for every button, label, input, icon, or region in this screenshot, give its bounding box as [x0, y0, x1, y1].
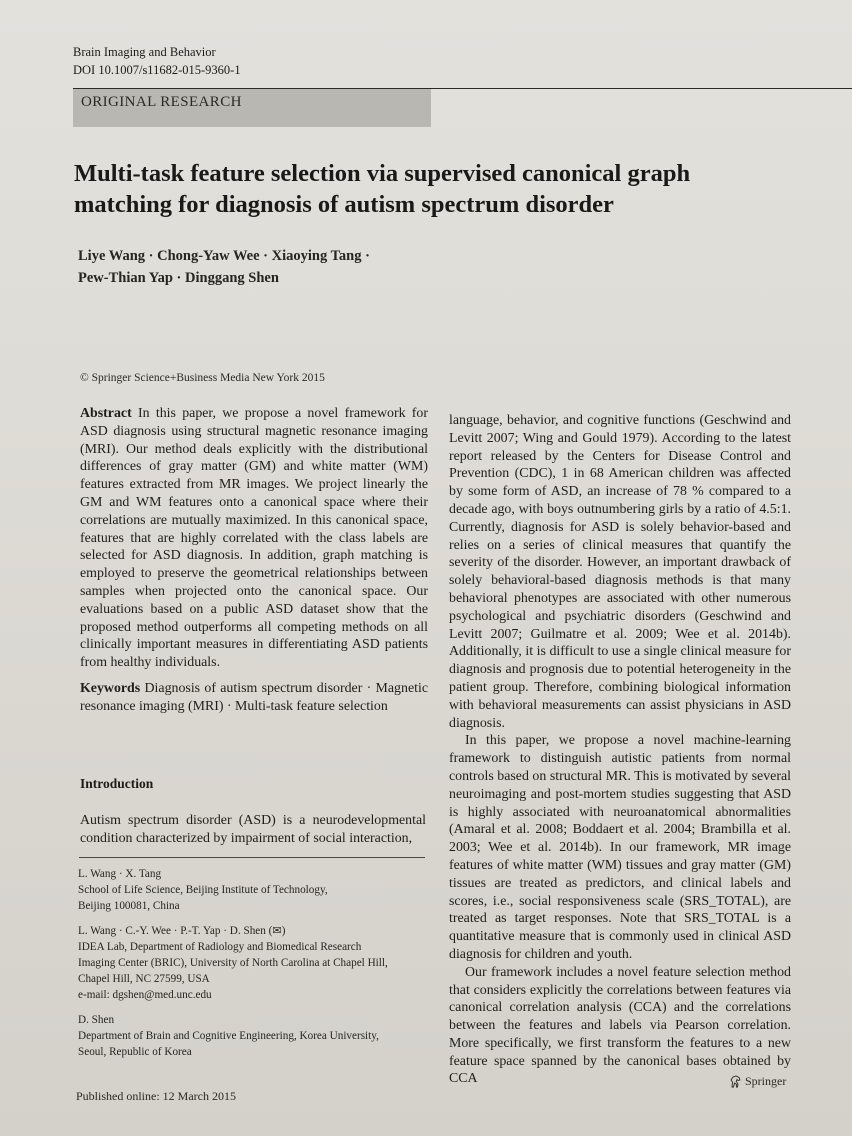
body-paragraph-1: language, behavior, and cognitive functions (Geschwind and Levitt 2007; Wing and Gould 1979). According to the latest report released by the Centers for Disease Control and Prevention (CDC), 1 in 68 American children was affected by some form of ASD, an increase of 78 % compared to a decade ago, with boys outnumbering girls by a ratio of 4.5:1. Currently, diagnosis for ASD is solely behavior-based and relies on a series of clinical measures that quantify the severity of the disorder. However, an important drawback of solely behavioral-based diagnosis methods is that many behavioral phenotypes are associated with other numerous psychological and psychiatric disorders (Geschwind and Levitt 2007; Guilmatre et al. 2009; Wee et al. 2014b). Additionally, it is difficult to use a single clinical measure for diagnosis and prognosis due to potential heterogeneity in the patient group. Therefore, combining biological information with behavioral measurements can assist physicians in ASD diagnosis. [449, 413, 791, 731]
doi[interactable]: DOI 10.1007/s11682-015-9360-1 [73, 63, 241, 77]
paper-title [74, 158, 774, 220]
affiliation-line: Chapel Hill, NC 27599, USA [78, 973, 210, 985]
affiliation-line: Department of Brain and Cognitive Engineering, Korea University, [78, 1030, 379, 1042]
abstract-label: Abstract [80, 406, 132, 421]
abstract-text: In this paper, we propose a novel framework for ASD diagnosis using structural magnetic resonance imaging (MRI). Our method deals explicitly with the distributional differences of gray matter (GM) and white matter (WM) features extracted from MR images. We project linearly the GM and WM features onto a canonical space where their correlations are mutually maximized. In this canonical space, features that are highly correlated with the class labels are selected for ASD diagnosis. In addition, graph matching is employed to preserve the geometrical relationships between samples when projected onto the canonical space. Our evaluations based on a public ASD dataset show that the proposed method outperforms all competing methods on all clinically important measures in differentiating ASD patients from healthy individuals. [80, 406, 428, 671]
affiliation-2 [78, 923, 428, 1003]
affiliation-1 [78, 866, 428, 914]
affiliation-names: L. Wang · C.-Y. Wee · P.-T. Yap · D. Shen (✉) [78, 925, 286, 937]
authors [78, 245, 498, 289]
affiliations [78, 866, 428, 1069]
affiliation-line: IDEA Lab, Department of Radiology and Biomedical Research [78, 941, 362, 953]
keywords-text: Diagnosis of autism spectrum disorder · Magnetic resonance imaging (MRI) · Multi-task feature selection [80, 681, 428, 714]
springer-horse-icon [729, 1075, 742, 1088]
affiliation-line: Beijing 100081, China [78, 900, 180, 912]
publisher-logo [729, 1074, 786, 1089]
keywords-label: Keywords [80, 681, 141, 696]
affiliation-names: D. Shen [78, 1014, 115, 1026]
affiliation-3 [78, 1012, 428, 1060]
authors-line-1: Liye Wang · Chong-Yaw Wee · Xiaoying Tang · [78, 248, 370, 264]
footnote-rule [79, 857, 425, 858]
affiliation-line: School of Life Science, Beijing Institute of Technology, [78, 884, 328, 896]
body-paragraph-2: In this paper, we propose a novel machine-learning framework to distinguish autistic patients from normal controls based on structural MR. This is motivated by several neuroimaging and post-mortem studies suggesting that ASD is highly associated with neuroanatomical abnormalities (Amaral et al. 2008; Boddaert et al. 2004; Brambilla et al. 2003; Wee et al. 2014b). In our framework, MR image features of white matter (WM) tissues and gray matter (GM) tissues are treated as predictors, and clinical labels and scores, i.e., social responsiveness scale (SRS_TOTAL), are treated as target responses. Note that SRS_TOTAL is a quantitative measure that is commonly used in clinical ASD diagnosis for children and youth. [449, 733, 791, 962]
copyright-notice: © Springer Science+Business Media New York 2015 [80, 372, 325, 384]
introduction-text: Autism spectrum disorder (ASD) is a neurodevelopmental condition characterized by impairment of social interaction, [80, 813, 426, 846]
introduction-heading: Introduction [80, 776, 154, 791]
affiliation-line: Imaging Center (BRIC), University of North Carolina at Chapel Hill, [78, 957, 388, 969]
publisher-name: Springer [745, 1074, 787, 1088]
email-link[interactable]: e-mail: dgshen@med.unc.edu [78, 989, 212, 1001]
right-column-body [449, 412, 791, 1088]
abstract [80, 405, 428, 672]
authors-line-2: Pew-Thian Yap · Dinggang Shen [78, 270, 279, 286]
affiliation-names: L. Wang · X. Tang [78, 868, 162, 880]
section-label: ORIGINAL RESEARCH [81, 94, 242, 110]
title-line-1: Multi-task feature selection via supervised canonical graph [74, 160, 691, 187]
journal-name: Brain Imaging and Behavior [73, 45, 216, 59]
title-line-2: matching for diagnosis of autism spectrum disorder [74, 191, 614, 218]
keywords [80, 680, 428, 716]
body-paragraph-3: Our framework includes a novel feature selection method that considers explicitly the correlations between features via canonical correlation analysis (CCA) and the correlations between the features and labels via Pearson correlation. More specifically, we first transform the features to a new feature space spanned by the canonical bases obtained by CCA [449, 964, 791, 1087]
affiliation-line: Seoul, Republic of Korea [78, 1046, 192, 1058]
journal-info [73, 43, 241, 79]
published-date: Published online: 12 March 2015 [76, 1089, 236, 1103]
